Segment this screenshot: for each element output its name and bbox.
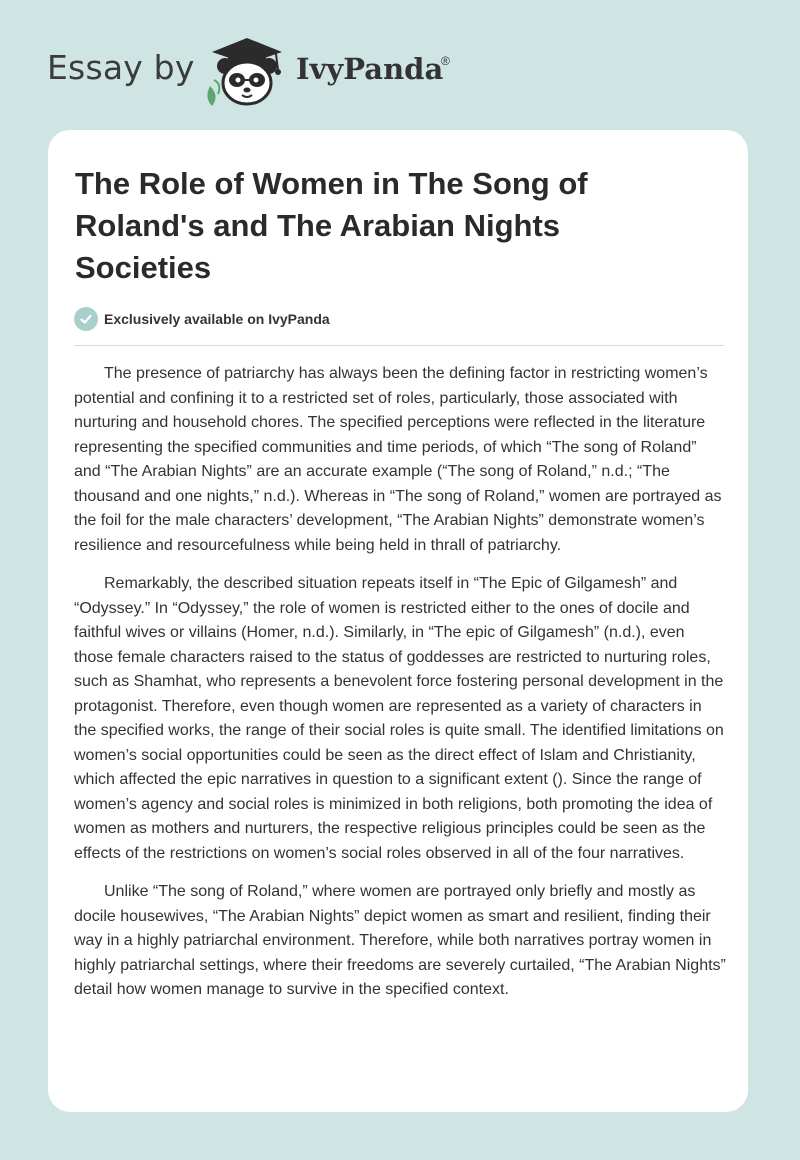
essay-paragraph: Remarkably, the described situation repeats itself in “The Epic of Gilgamesh” and “Odyssey.” In “Odyssey,” the role of women is restricted either to the ones of docile and faithful wives or villains (Homer, n.d.). Similarly, in “The epic of Gilgamesh” (n.d.), even those female characters raised to the status of goddesses are restricted to nurturing roles, such as Shamhat, who represents a benevolent force fostering personal development in the protagonist. Therefore, even though women are represented as a variety of characters in the specified works, the range of their social roles is quite small. The identified limitations on women’s social opportunities could be seen as the direct effect of Islam and Christianity, which affected the epic narratives in question to a significant extent (). Since the range of women’s agency and social roles is minimized in both religions, both promoting the idea of women as mothers and nurturers, the respective religious principles could be seen as the effects of the restrictions on women’s social roles observed in all of the four narratives. [74,575,724,862]
essay-paragraph: Unlike “The song of Roland,” where women are portrayed only briefly and mostly as docile housewives, “The Arabian Nights” depict women as smart and resilient, finding their way in a highly patriarchal environment. Therefore, while both narratives portray women in highly patriarchal settings, where their freedoms are severely curtailed, “The Arabian Nights” detail how women manage to survive in the specified context. [74,883,726,998]
exclusive-badge [74,306,330,332]
essay-title: The Role of Women in The Song of Roland's and The Arabian Nights Societies [75,166,588,285]
essay-by-label: Essay by [47,48,195,87]
exclusive-badge-label: Exclusively available on IvyPanda [104,311,330,327]
registered-mark: ® [441,54,450,68]
essay-body [74,362,726,1017]
site-header [0,0,800,130]
essay-card [48,130,748,1112]
panda-graduate-icon [202,36,292,108]
divider [74,345,724,346]
essay-paragraph: The presence of patriarchy has always been the defining factor in restricting women’s potential and confining it to a restricted set of roles, particularly, those associated with nurturing and household chores. The specified perceptions were reflected in the literature representing the specified communities and time periods, of which “The song of Roland” and “The Arabian Nights” are an accurate example (“The song of Roland,” n.d.; “The thousand and one nights,” n.d.). Whereas in “The song of Roland,” women are portrayed as the foil for the male characters’ development, “The Arabian Nights” demonstrate women’s resilience and resourcefulness while being held in thrall of patriarchy. [74,365,722,554]
brand-name: IvyPanda [296,52,444,86]
check-icon [74,307,98,331]
